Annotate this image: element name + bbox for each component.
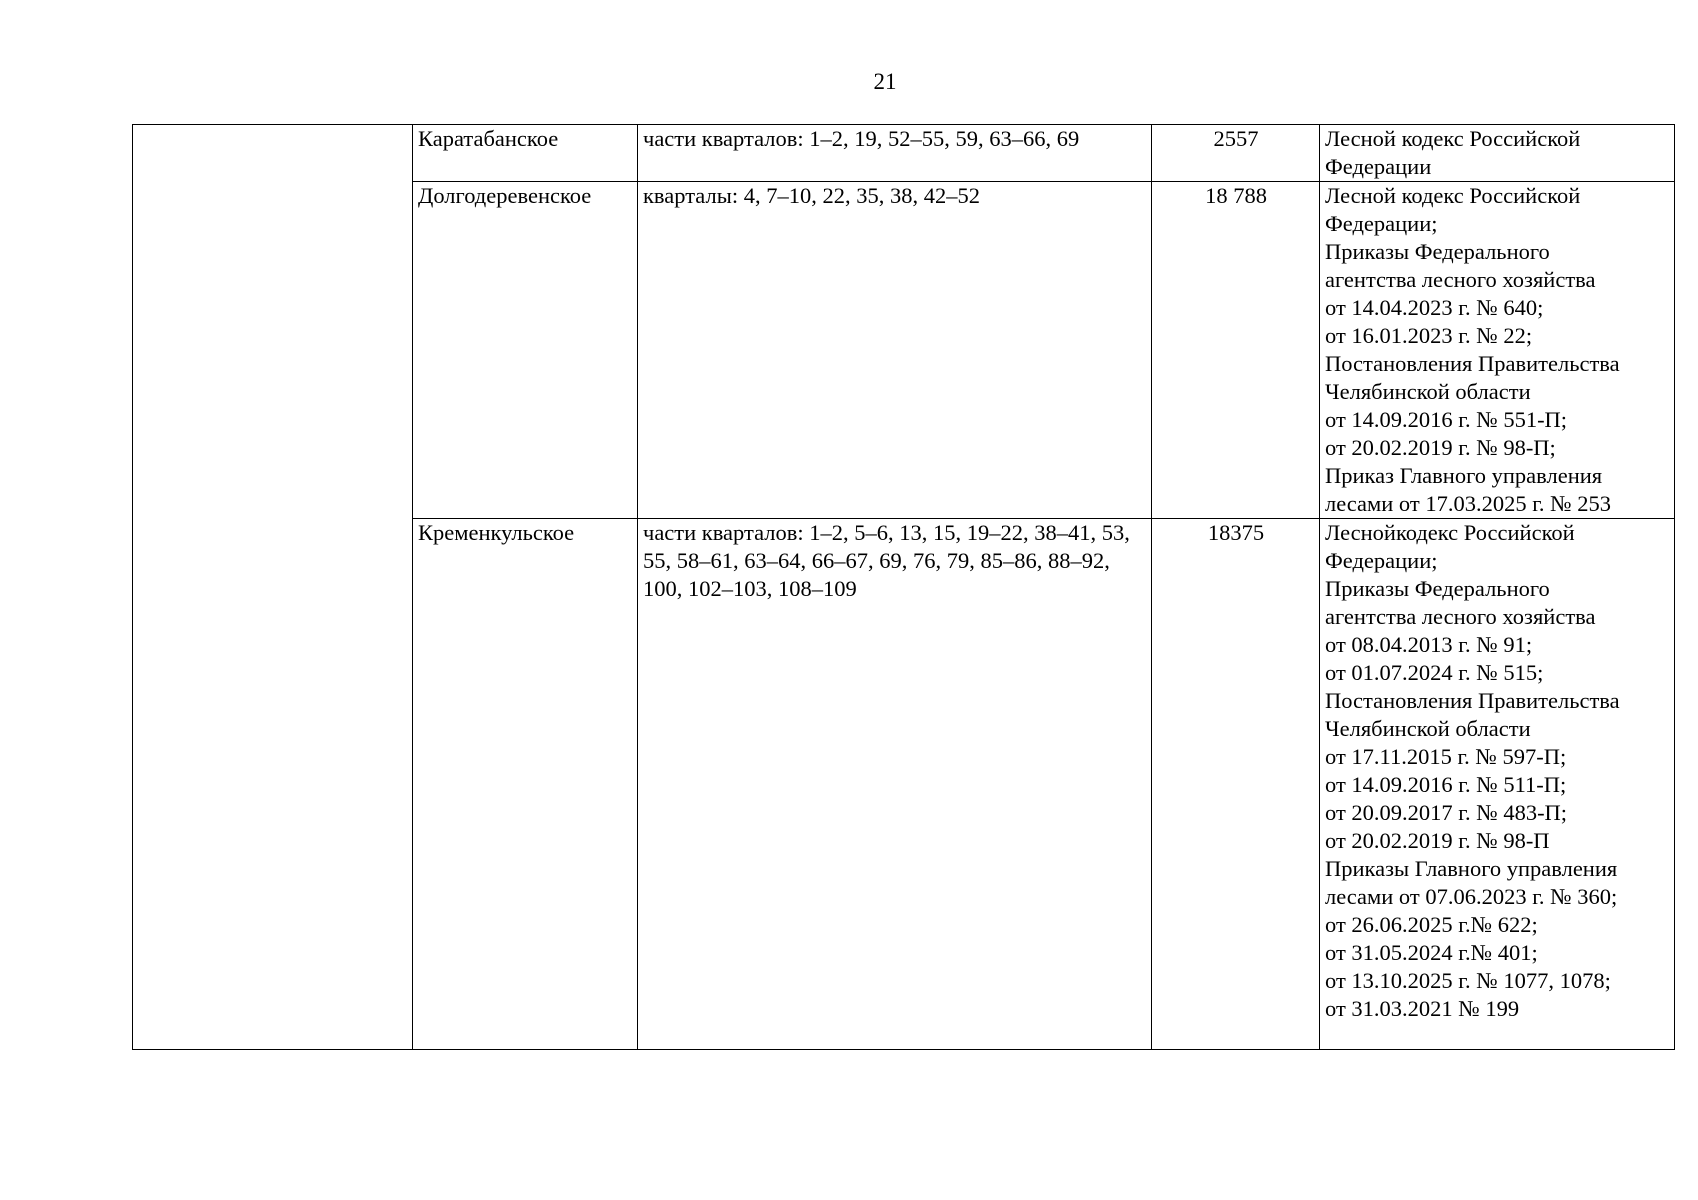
area-cell: 2557 <box>1152 125 1320 182</box>
legal-basis-line: от 20.02.2019 г. № 98-П <box>1325 828 1550 853</box>
legal-basis-line: Лесной кодекс Российской <box>1325 126 1581 151</box>
legal-basis-line: Приказ Главного управления <box>1325 463 1603 488</box>
legal-basis-line: Приказы Федерального <box>1325 239 1550 264</box>
legal-basis-line: Приказы Главного управления <box>1325 856 1618 881</box>
legal-basis-line: агентства лесного хозяйства <box>1325 267 1596 292</box>
forestry-table <box>132 124 1675 1050</box>
legal-basis-line: Лесной кодекс Российской <box>1325 183 1581 208</box>
legal-basis-line: от 08.04.2013 г. № 91; <box>1325 632 1533 657</box>
legal-basis-line: от 17.11.2015 г. № 597-П; <box>1325 744 1567 769</box>
legal-basis-line: лесами от 07.06.2023 г. № 360; <box>1325 884 1618 909</box>
legal-basis-line: Челябинской области <box>1325 716 1531 741</box>
table-row <box>133 125 1675 182</box>
legal-basis-line: Федерации <box>1325 154 1432 179</box>
legal-basis-line: агентства лесного хозяйства <box>1325 604 1596 629</box>
legal-basis-line: Федерации; <box>1325 211 1438 236</box>
forestry-name-cell: Кременкульское <box>413 519 638 1050</box>
legal-basis-line: от 20.09.2017 г. № 483-П; <box>1325 800 1568 825</box>
legal-basis-line: Приказы Федерального <box>1325 576 1550 601</box>
legal-basis-cell <box>1320 182 1675 519</box>
forestry-name-cell: Каратабанское <box>413 125 638 182</box>
legal-basis-line: Челябинской области <box>1325 379 1531 404</box>
district-cell <box>133 125 413 1050</box>
legal-basis-line: от 31.05.2024 г.№ 401; <box>1325 940 1538 965</box>
legal-basis-line: от 01.07.2024 г. № 515; <box>1325 660 1544 685</box>
quarters-cell: кварталы: 4, 7–10, 22, 35, 38, 42–52 <box>638 182 1152 519</box>
page-number: 21 <box>873 69 897 94</box>
legal-basis-line: от 26.06.2025 г.№ 622; <box>1325 912 1538 937</box>
area-cell: 18375 <box>1152 519 1320 1050</box>
legal-basis-line: Федерации; <box>1325 548 1438 573</box>
legal-basis-cell <box>1320 125 1675 182</box>
legal-basis-line: от 31.03.2021 № 199 <box>1325 996 1520 1021</box>
quarters-cell: части кварталов: 1–2, 19, 52–55, 59, 63–66, 69 <box>638 125 1152 182</box>
legal-basis-line: от 20.02.2019 г. № 98-П; <box>1325 435 1556 460</box>
legal-basis-line: Постановления Правительства <box>1325 351 1620 376</box>
area-cell: 18 788 <box>1152 182 1320 519</box>
legal-basis-line: лесами от 17.03.2025 г. № 253 <box>1325 491 1611 516</box>
quarters-cell: части кварталов: 1–2, 5–6, 13, 15, 19–22, 38–41, 53, 55, 58–61, 63–64, 66–67, 69, 76, 79, 85–86, 88–92, 100, 102–103, 108–109 <box>638 519 1152 1050</box>
legal-basis-line: от 14.09.2016 г. № 511-П; <box>1325 772 1567 797</box>
legal-basis-line: Леснойкодекс Российской <box>1325 520 1575 545</box>
legal-basis-line: Постановления Правительства <box>1325 688 1620 713</box>
legal-basis-line: от 14.04.2023 г. № 640; <box>1325 295 1544 320</box>
legal-basis-cell <box>1320 519 1675 1050</box>
legal-basis-line: от 14.09.2016 г. № 551-П; <box>1325 407 1568 432</box>
legal-basis-line: от 13.10.2025 г. № 1077, 1078; <box>1325 968 1611 993</box>
forestry-name-cell: Долгодеревенское <box>413 182 638 519</box>
legal-basis-line: от 16.01.2023 г. № 22; <box>1325 323 1533 348</box>
